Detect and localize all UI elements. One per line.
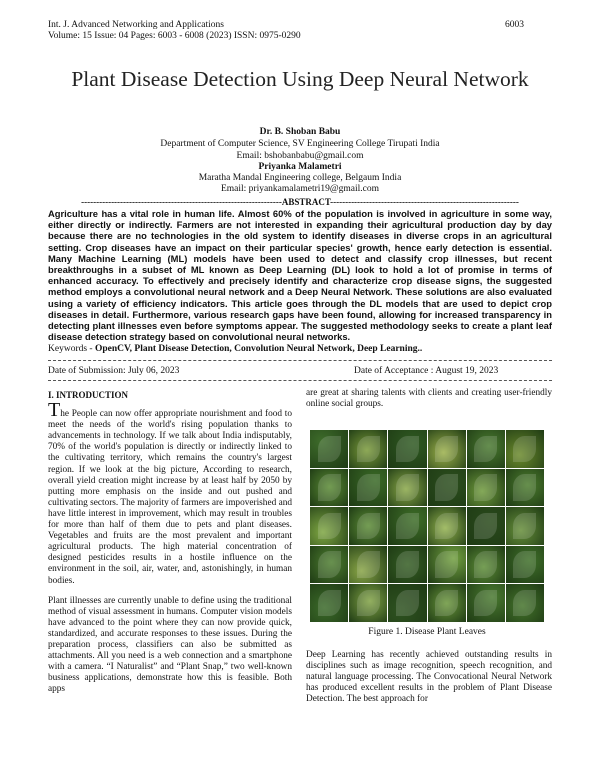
section-heading: I. INTRODUCTION	[48, 390, 129, 400]
right-col-bottom	[306, 650, 552, 714]
leaf-thumbnail	[349, 469, 387, 507]
author-name: Dr. B. Shoban Babu	[259, 127, 341, 137]
leaf-thumbnail	[349, 584, 387, 622]
leaf-thumbnail	[310, 430, 348, 468]
leaf-thumbnail	[310, 469, 348, 507]
leaf-thumbnail	[388, 584, 426, 622]
leaf-thumbnail	[506, 430, 544, 468]
dates-row	[48, 366, 552, 377]
leaf-thumbnail	[506, 584, 544, 622]
disease-leaves-figure	[310, 430, 544, 622]
author-affiliation: Maratha Mandal Engineering college, Belgaum India	[198, 173, 402, 183]
divider	[48, 380, 552, 381]
leaf-thumbnail	[310, 584, 348, 622]
paragraph: Plant illnesses are currently unable to define using the traditional method of visual assessment in humans. Computer vision models have advanced to the point where they can now provide quick, standardized, and accurate responses to these issues. During the preparation process, classifiers can also be submitted as attachments. All you need is a web connection and a smartphone with a camera. “I Naturalist” and “Plant Snap,” two well-known business applications, demonstrate how this is feasible. Both apps	[48, 595, 292, 695]
paragraph: are great at sharing talents with clients and creating user-friendly online social groups.	[306, 388, 552, 410]
leaf-thumbnail	[428, 584, 466, 622]
author-affiliation: Department of Computer Science, SV Engineering College Tirupati India	[160, 139, 440, 149]
dropcap: T	[48, 399, 61, 422]
submission-date: Date of Submission: July 06, 2023	[48, 366, 180, 376]
leaf-thumbnail	[349, 546, 387, 584]
abstract-heading: -------------------------------------------------------------------ABSTRACT---------------------------------------------------------------	[81, 197, 519, 207]
leaf-thumbnail	[428, 546, 466, 584]
author-name: Priyanka Malametri	[258, 162, 342, 172]
keywords-line	[48, 344, 422, 355]
paragraph: The People can now offer appropriate nourishment and food to meet the needs of the world's rising population thanks to advancements in technology. If we talk about India indisputably, 70% of the world's population is directly or indirectly linked to the cultivating territory, which remains the country's largest region. If we look at the big picture, According to research, overall yield creation might increase by at least half by 2050 by putting more emphasis on the inside and out pushed and cultivating sectors. The majority of farmers are impoverished and have little interest in improvement, which may result in troubles for more than half of them due to pets and plant diseases. Vegetables and fruits are the most prevalent and important agricultural products. The high material concentration of designed pesticides results in a hostile influence on the environment in the soil, air, water, and, astonishingly, in human bodies.	[48, 399, 292, 586]
figure-caption: Figure 1. Disease Plant Leaves	[368, 627, 486, 637]
right-col-top	[306, 388, 552, 419]
leaf-thumbnail	[506, 546, 544, 584]
leaf-thumbnail	[388, 469, 426, 507]
journal-name: Int. J. Advanced Networking and Applications	[48, 20, 224, 30]
leaf-thumbnail	[310, 507, 348, 545]
leaf-thumbnail	[349, 430, 387, 468]
paper-title: Plant Disease Detection Using Deep Neural Network	[71, 67, 529, 91]
leaf-thumbnail	[428, 507, 466, 545]
leaf-thumbnail	[310, 546, 348, 584]
leaf-thumbnail	[467, 469, 505, 507]
leaf-thumbnail	[428, 430, 466, 468]
leaf-thumbnail	[349, 507, 387, 545]
volume-info: Volume: 15 Issue: 04 Pages: 6003 - 6008 (2023) ISSN: 0975-0290	[48, 31, 301, 41]
leaf-thumbnail	[388, 507, 426, 545]
left-column	[48, 390, 292, 704]
leaf-thumbnail	[467, 507, 505, 545]
keywords-label: Keywords -	[48, 344, 95, 354]
leaf-thumbnail	[388, 546, 426, 584]
divider	[48, 360, 552, 361]
leaf-thumbnail	[388, 430, 426, 468]
author-email: Email: priyankamalametri19@gmail.com	[220, 184, 380, 194]
abstract-text: Agriculture has a vital role in human life. Almost 60% of the population is involved in agriculture in some way, either directly or indirectly. Farmers are not interested in expanding their agricultural production day by day because there are no technologies in the old system to identify diseases in diverse crops in an agricultural setting. Crop diseases have an impact on their particular species' growth, hence early detection is essential. Many Machine Learning (ML) models have been used to detect and classify crop illnesses, but recent breakthroughs in a subset of ML known as Deep Learning (DL) look to hold a lot of promise in terms of enhanced accuracy. To effectively and precisely identify and characterize crop disease signs, the suggested method employs a convolutional neural network and a Deep Neural Network. These solutions are also evaluated using a variety of efficiency indicators. This article goes through the DL models that are used to depict crop diseases in detail. Furthermore, various research gaps have been found, allowing for increased transparency in detecting plant illnesses even before symptoms appear. The suggested methodology seeks to create a plant leaf disease detection strategy based on convolutional neural networks.	[48, 208, 552, 343]
leaf-thumbnail	[467, 584, 505, 622]
page-number: 6003	[505, 20, 524, 30]
acceptance-date: Date of Acceptance : August 19, 2023	[354, 366, 499, 376]
keywords-list: OpenCV, Plant Disease Detection, Convolution Neural Network, Deep Learning..	[94, 344, 423, 354]
leaf-thumbnail	[428, 469, 466, 507]
paragraph: Deep Learning has recently achieved outstanding results in disciplines such as image recognition, speech recognition, and natural language processing. The Convocational Neural Network has produced excellent results in the problem of Plant Disease Detection. The best approach for	[306, 650, 552, 705]
leaf-thumbnail	[467, 430, 505, 468]
leaf-thumbnail	[506, 507, 544, 545]
leaf-thumbnail	[467, 546, 505, 584]
author-email: Email: bshobanbabu@gmail.com	[236, 151, 364, 161]
leaf-thumbnail	[506, 469, 544, 507]
